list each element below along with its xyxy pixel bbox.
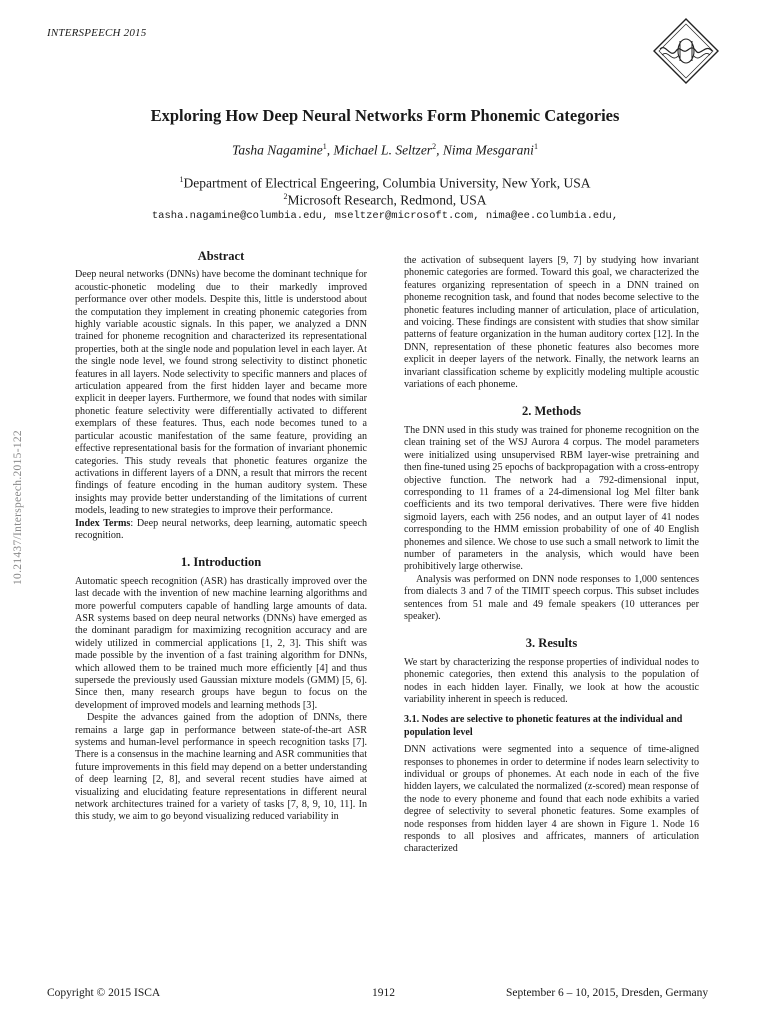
author-list: Tasha Nagamine$^1$, Michael L. Seltzer$^2$, Nima Mesgarani$^1$: [232, 142, 538, 158]
methods-paragraph: The DNN used in this study was trained for phoneme recognition on the clean training set of the WSJ Aurora 4 corpus. The model parameters were initialized using unsupervised RBM layer-wise pretraining and then fine-tuned using 25 epochs of backpropagation with a cross-entropy objective function. The network had a 792-dimensional input, corresponding to 11 frames of a 24-dimensional log Mel filter bank coefficients and its two temporal derivatives. There were five hidden sigmoid layers, each with 256 nodes, and an output layer of 41 nodes corresponding to the HMM emission probability of one of 40 English phonemes and silence. We chose to use such a small network to limit the number of parameters in the analysis, which would have been prohibitively large otherwise.: [404, 424, 699, 573]
isca-logo-icon: [650, 15, 722, 87]
page-number: 1912: [372, 987, 395, 999]
copyright: Copyright © 2015 ISCA: [47, 987, 161, 999]
abstract-text: Deep neural networks (DNNs) have become the dominant technique for acoustic-phonetic modeling due to their markedly improved performance over other models. Despite this, little is understood about the computation they implement in creating phonemic categories from highly variable acoustic signals. In this paper, we analyzed a DNN trained for phoneme recognition and characterized its representational properties, both at the single node and population level in each layer. At the single node level, we found strong selectivity to distinct phonetic features in all layers. Node selectivity to specific manners and places of articulation appeared from the first hidden layer and became more explicit in deeper layers. Furthermore, we found that nodes with similar phonetic feature selectivity were differentially activated to different exemplars of these features. Thus, each node becomes tuned to a particular acoustic manifestation of the same feature, providing an effective representational basis for the formation of invariant phonemic categories. This study reveals that phonetic features organize the activations in different layers of a DNN, a result that mirrors the recent findings of feature encoding in the human auditory system. These insights may provide better understanding of the limitations of current models, leading to new strategies to improve their performance.: [75, 269, 367, 517]
author-affiliation-mark: 2: [432, 142, 437, 151]
affiliation-number: 1: [179, 175, 184, 184]
affiliation: [0, 175, 770, 192]
index-terms: [75, 518, 367, 543]
results-subsection-heading: 3.1. Nodes are selective to phonetic features at the individual and population level: [404, 714, 683, 738]
introduction-heading: 1. Introduction: [180, 555, 262, 570]
index-terms-text: : Deep neural networks, deep learning, automatic speech recognition.: [75, 517, 367, 541]
affiliation: [0, 192, 770, 209]
author-name: Michael L. Seltzer: [333, 142, 433, 158]
results-heading: 3. Results: [525, 636, 578, 651]
introduction-paragraph: the activation of subsequent layers [9, 7] by studying how invariant phonemic categories are formed. Toward this goal, we characterized the features organizing representation of speech in a DNN trained on phoneme recognition task, and found that nodes become selective to the phonetic features including manner of articulation, place of articulation, and voicing. These findings are consistent with studies that show similar patterns of feature organization in the human auditory cortex [12]. In the DNN, representation of these phonetic features also becomes more explicit in deeper layers of the network. Finally, the network learns an invariant classification scheme by explicitly modeling multiple acoustic variations of each phoneme.: [404, 255, 699, 391]
methods-paragraph: Analysis was performed on DNN node responses to 1,000 sentences from dialects 3 and 7 of the TIMIT speech corpus. This subset includes sentences from 51 male and 49 female speakers (10 utterances per speaker).: [404, 573, 699, 622]
paper-title: Exploring How Deep Neural Networks Form Phonemic Categories: [150, 106, 620, 125]
abstract-heading: Abstract: [197, 249, 245, 263]
introduction-paragraph: Automatic speech recognition (ASR) has drastically improved over the last decade with the invention of new machine learning algorithms and more powerful computers capable of handling large amounts of data. ASR systems based on deep neural networks (DNNs) have emerged as the dominant paradigm for maximizing recognition accuracy and are widely utilized in commercial applications [1, 2, 3]. This shift was made possible by the invention of a fast training algorithm for DNNs, which allowed them to be trained much more efficiently [4] and thus supersede the previously used Gaussian mixture models (GMM) [5, 6]. Since then, many research groups have begun to focus on the development of improved models and learning methods [3].: [75, 575, 367, 711]
index-terms-label: Index Terms: [75, 517, 131, 529]
author-affiliation-mark: 1: [533, 142, 538, 151]
affiliation-text: Microsoft Research, Redmond, USA: [287, 192, 487, 208]
affiliation-number: 2: [283, 192, 288, 201]
results-paragraph: We start by characterizing the response properties of individual nodes to phonemic categories, then extend this analysis to the population of nodes in each hidden layer. Finally, we look at how the acoustic variability inherent in speech is reduced.: [404, 656, 699, 705]
results-paragraph: DNN activations were segmented into a sequence of time-aligned responses to phonemes in order to determine if nodes learn selectivity to individual or groups of phonemes. At each node in each of the five hidden layers, we calculated the normalized (z-scored) mean response of the node to every phoneme and found that each node exhibits a varied degree of selectivity to several phonetic features. Some examples of node responses from hidden layer 4 are shown in Figure 1. Node 16 responds to all plosives and affricates, manners of articulation characterized: [404, 744, 699, 855]
author-name: Tasha Nagamine: [232, 142, 323, 158]
conference-name: INTERSPEECH 2015: [47, 27, 147, 39]
author-affiliation-mark: 1: [322, 142, 327, 151]
author-emails: tasha.nagamine@columbia.edu, mseltzer@microsoft.com, nima@ee.columbia.edu,: [151, 210, 619, 222]
introduction-paragraph: Despite the advances gained from the adoption of DNNs, there remains a large gap in performance between state-of-the-art ASR systems and human-level performance in speech recognition tasks [7]. There is a consensus in the machine learning and ASR communities that future improvements in this field may depend on a better understanding of deep learning [2, 8], and several recent studies have aimed at visualizing and elucidating feature representations in different neural network architectures trained for a variety of tasks [7, 8, 9, 10, 11]. In this study, we aim to go beyond visualizing reduced variability in: [75, 712, 367, 823]
right-column: [404, 255, 699, 856]
author-name: Nima Mesgarani: [442, 142, 534, 158]
methods-heading: 2. Methods: [521, 404, 582, 419]
affiliation-text: Department of Electrical Engeering, Columbia University, New York, USA: [183, 175, 591, 191]
left-column: [75, 250, 367, 824]
doi-sidebar: 10.21437/Interspeech.2015-122: [12, 430, 24, 585]
conference-date: September 6 – 10, 2015, Dresden, Germany: [506, 987, 709, 999]
